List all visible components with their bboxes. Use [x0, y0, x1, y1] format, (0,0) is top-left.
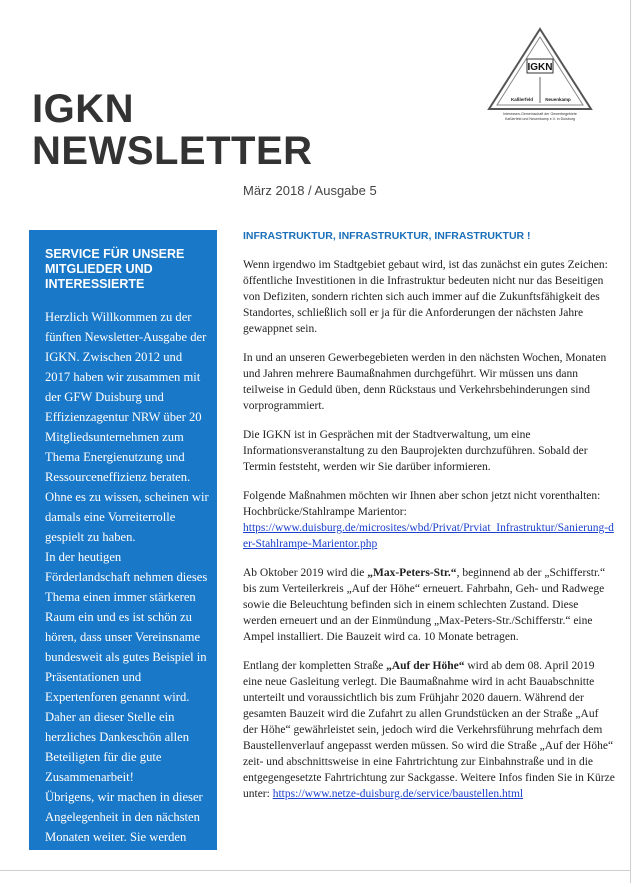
article-paragraph-3: Die IGKN ist in Gesprächen mit der Stadtverwaltung, um eine Informationsveranstaltung zu den Bauprojekten durchzuführen. Sobald der Termin feststeht, werden wir Sie darüber informieren.: [243, 429, 588, 473]
paragraph-5-text-b: , beginnend ab der „Schifferstr.“ bis zum Verteilerkreis „Auf der Höhe“ erneuert. Fahrbahn, Geh- und Radwege sowie die Beleuchtung befinden sich in einem schlechten Zustand. Diese werden erneuert und an der Einmündung „Max-Peters-Str./Schifferstr.“ eine Ampel installiert. Die Bauzeit wird ca. 10 Monate betragen.: [243, 567, 606, 643]
newsletter-title: [32, 88, 313, 172]
sidebar-service-box: [29, 230, 217, 884]
netze-duisburg-link[interactable]: https://www.netze-duisburg.de/service/baustellen.html: [272, 788, 524, 800]
sidebar-heading: SERVICE FÜR UNSERE MITGLIEDER UND INTERESSIERTE: [45, 247, 185, 291]
sidebar-paragraph-1: Herzlich Willkommen zu der fünften Newsletter-Ausgabe der IGKN. Zwischen 2012 und 2017 haben wir zusammen mit der GFW Duisburg und Effizienzagentur NRW über 20 Mitgliedsunternehmen zum Thema Energienutzung und Ressourceneffizienz beraten. Ohne es zu wissen, scheinen wir damals eine Vorreiterrolle gespielt zu haben.: [45, 310, 209, 544]
logo-left-label: Kaßlerfeld: [510, 97, 534, 102]
sidebar-paragraph-3: Übrigens, wir machen in dieser Angelegenheit in den nächsten Monaten weiter. Sie werden bald wieder von uns hören! Ihr IGKN-Vorstand: [45, 790, 203, 884]
logo-line-2: Kaßlerfeld und Neuenkamp e.V. in Duisburg: [505, 117, 575, 121]
street-auf-der-hoehe: „Auf der Höhe“: [386, 660, 465, 672]
article-paragraph-1: Wenn irgendwo im Stadtgebiet gebaut wird, ist das zunächst ein gutes Zeichen: öffentliche Investitionen in die Infrastruktur bedeuten nicht nur das Beseitigen von Defiziten, sondern richten sich auch immer auf die Zukunftsfähigkeit des Standortes, schließlich soll er ja für die Anforderungen der nächsten Jahre gewappnet sein.: [243, 259, 608, 335]
logo-right-label: Neuenkamp: [545, 97, 571, 102]
measures-intro: Folgende Maßnahmen möchten wir Ihnen aber schon jetzt nicht vorenthalten:: [243, 490, 601, 502]
logo-abbrev: IGKN: [527, 62, 553, 73]
article-paragraph-4: [243, 488, 615, 552]
marientor-link[interactable]: https://www.duisburg.de/microsites/wbd/Privat/Prviat_Infrastruktur/Sanierung-der-Stahlrampe-Marientor.php: [243, 522, 614, 550]
title-line-2: NEWSLETTER: [32, 129, 313, 173]
igkn-logo: [485, 25, 595, 125]
measure-marientor: Hochbrücke/Stahlrampe Marientor:: [243, 506, 407, 518]
paragraph-6-text-a: Entlang der kompletten Straße: [243, 660, 387, 672]
sidebar-body: [45, 307, 209, 887]
article-paragraph-2: In und an unseren Gewerbegebieten werden in den nächsten Wochen, Monaten und Jahren mehrere Baumaßnahmen durchgeführt. Wir müssen uns dann teilweise in Geduld üben, denn Rückstaus und Verkehrsbehinderungen sind vorprogrammiert.: [243, 352, 607, 412]
article-heading: INFRASTRUKTUR, INFRASTRUKTUR, INFRASTRUKTUR !: [243, 230, 531, 242]
street-max-peters: „Max-Peters-Str.“: [367, 567, 457, 579]
paragraph-6-text-b: wird ab dem 08. April 2019 eine neue Gasleitung verlegt. Die Baumaßnahme wird in acht Bauabschnitte unterteilt und voraussichtlich bis zum Frühjahr 2020 dauern. Während der gesamten Bauzeit wird die Zufahrt zu allen Grundstücken an der Straße „Auf der Höhe“ gewährleistet sein, jedoch wird die Verkehrsführung mehrfach dem Baustellenverlauf angepasst werden müssen. So wird die Straße „Auf der Höhe“ zeit- und abschnittsweise in eine Fahrtrichtung zur Einbahnstraße und in die entgegengesetzte Fahrtrichtung zur Sackgasse. Weitere Infos finden Sie in Kürze unter:: [243, 660, 615, 800]
page-border-right: [630, 0, 631, 883]
logo-line-1: Interessen-Gemeinschaft der Gewerbegebiete: [503, 112, 577, 116]
article-paragraph-5: [243, 565, 615, 645]
issue-date: März 2018 / Ausgabe 5: [243, 183, 377, 198]
article: [243, 228, 615, 815]
article-paragraph-6: [243, 658, 615, 802]
paragraph-5-text-a: Ab Oktober 2019 wird die: [243, 567, 368, 579]
sidebar-paragraph-2: In der heutigen Förderlandschaft nehmen dieses Thema einen immer stärkeren Raum ein und es ist schön zu hören, dass unser Vereinsname bundesweit als gutes Beispiel in Präsentationen und Expertenforen genannt wird. Daher an dieser Stelle ein herzliches Dankeschön allen Beteiligten für die gute Zusammenarbeit!: [45, 550, 208, 784]
title-line-1: IGKN: [32, 87, 134, 131]
